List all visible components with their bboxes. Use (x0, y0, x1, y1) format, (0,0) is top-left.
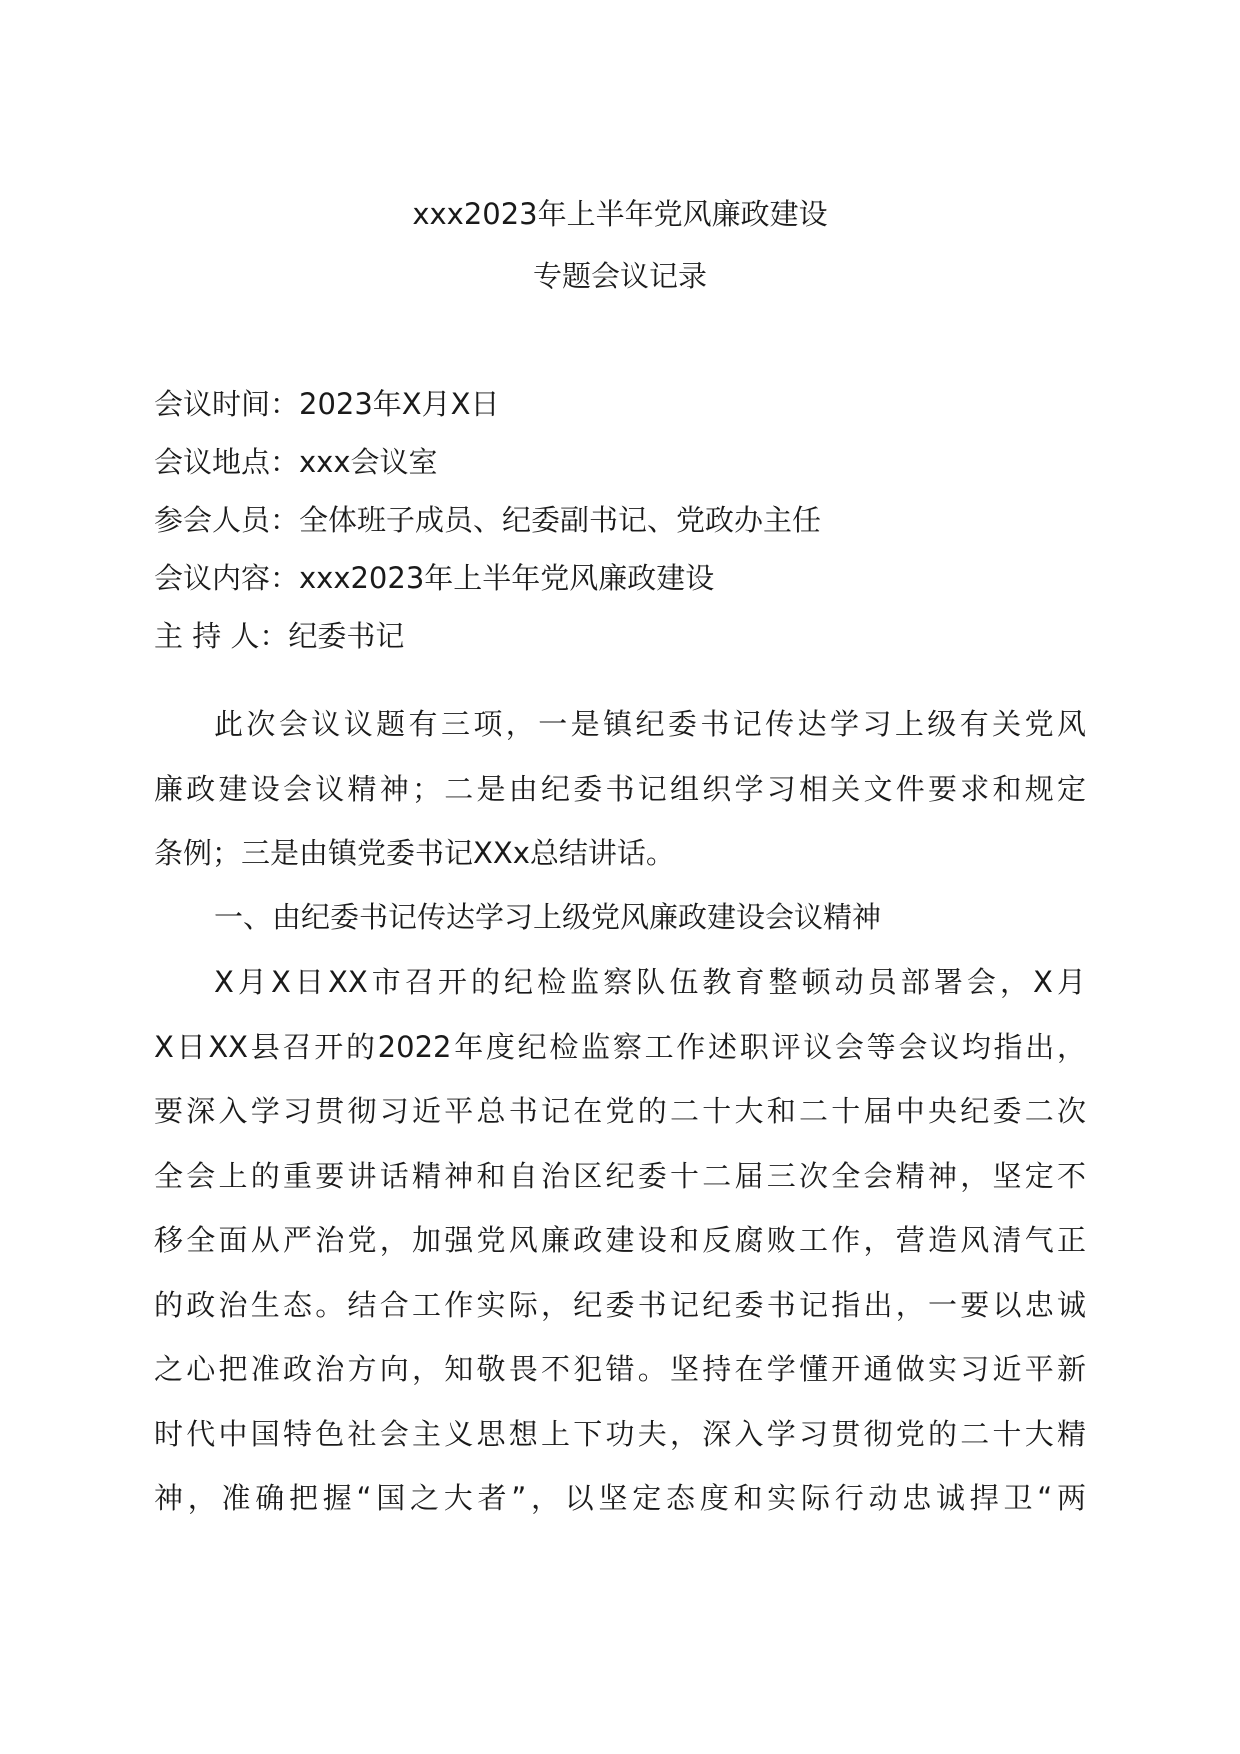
agenda-paragraph (154, 692, 1086, 886)
paragraph-line: 的政治生态。结合工作实际，纪委书记纪委书记指出，一要以忠诚 (154, 1287, 1086, 1322)
paragraph-line: 全会上的重要讲话精神和自治区纪委十二届三次全会精神，坚定不 (154, 1158, 1086, 1193)
paragraph-line: 神，准确把握“国之大者”，以坚定态度和实际行动忠诚捍卫“两 (154, 1481, 1086, 1515)
section-heading: 一、由纪委书记传达学习上级党风廉政建设会议精神 (214, 900, 882, 934)
meeting-time: 会议时间：2023年X月X日 (154, 387, 500, 421)
paragraph-line: 之心把准政治方向，知敬畏不犯错。坚持在学懂开通做实习近平新 (154, 1352, 1086, 1386)
paragraph-line: 移全面从严治党，加强党风廉政建设和反腐败工作，营造风清气正 (154, 1223, 1086, 1257)
paragraph-line: 此次会议议题有三项，一是镇纪委书记传达学习上级有关党风 (214, 707, 1086, 741)
paragraph-line: 时代中国特色社会主义思想上下功夫，深入学习贯彻党的二十大精 (154, 1416, 1086, 1451)
section-paragraph (154, 950, 1086, 1531)
paragraph-line: 要深入学习贯彻习近平总书记在党的二十大和二十届中央纪委二次 (154, 1094, 1086, 1128)
meeting-location: 会议地点：xxx会议室 (154, 445, 438, 479)
paragraph-line: 廉政建设会议精神；二是由纪委书记组织学习相关文件要求和规定 (154, 771, 1086, 806)
meeting-host: 主 持 人：纪委书记 (154, 619, 405, 653)
paragraph-line: X日XX县召开的2022年度纪检监察工作述职评议会等会议均指出， (154, 1029, 1086, 1064)
document-title-line2: 专题会议记录 (532, 259, 707, 293)
paragraph-line: 条例；三是由镇党委书记XXx总结讲话。 (154, 836, 675, 870)
section-heading-block (154, 885, 1086, 950)
paragraph-line: X月X日XX市召开的纪检监察队伍教育整顿动员部署会，X月 (214, 965, 1086, 999)
document-title-line1: xxx2023年上半年党风廉政建设 (412, 197, 828, 231)
meeting-attendees: 参会人员：全体班子成员、纪委副书记、党政办主任 (154, 503, 822, 537)
meeting-content: 会议内容：xxx2023年上半年党风廉政建设 (154, 561, 715, 595)
